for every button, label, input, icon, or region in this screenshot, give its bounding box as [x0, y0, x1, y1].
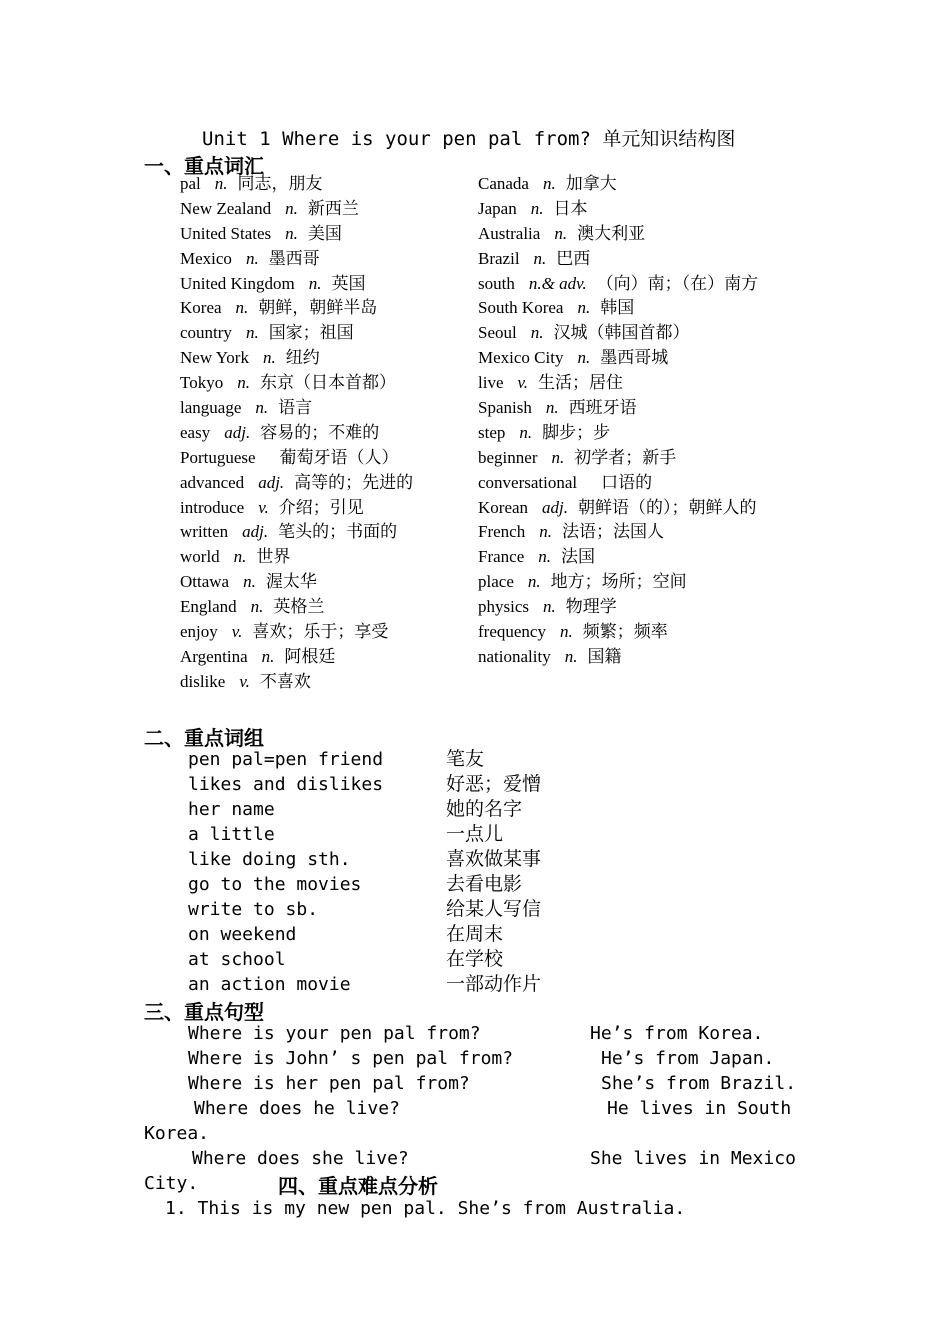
vocab-part-of-speech: n. — [519, 422, 533, 442]
vocab-word: easy — [180, 422, 211, 442]
phrase-entry — [188, 872, 608, 897]
phrase-chinese: 好恶；爱憎 — [446, 773, 542, 795]
vocab-meaning: 葡萄牙语（人） — [279, 447, 399, 468]
sentence-answer-continued: Korea. — [144, 1123, 210, 1144]
vocab-word: enjoy — [180, 622, 218, 642]
phrase-english: a little — [188, 824, 275, 845]
vocab-entry — [180, 421, 413, 446]
sentence-answer: She lives in Mexico — [590, 1148, 796, 1169]
phrase-entry — [188, 897, 608, 922]
vocab-part-of-speech: n. — [527, 572, 541, 592]
vocab-word: New Zealand — [180, 198, 272, 218]
vocab-meaning: 笔头的；书面的 — [278, 522, 398, 543]
vocab-word: live — [478, 373, 504, 393]
vocab-meaning: 频繁；频率 — [582, 622, 668, 643]
sentence-answer-continued: City. — [144, 1173, 199, 1194]
sentence-question: Where is her pen pal from? — [188, 1073, 470, 1094]
vocab-entry — [180, 570, 413, 595]
section-heading-phrases: 二、重点词组 — [144, 726, 264, 750]
vocab-word: Mexico City — [478, 348, 564, 368]
page-title: Unit 1 Where is your pen pal from? 单元知识结构图 — [202, 128, 736, 150]
vocab-meaning: 墨西哥城 — [600, 348, 669, 369]
vocab-meaning: 生活；居住 — [538, 373, 624, 394]
phrase-entry — [188, 772, 608, 797]
vocab-word: advanced — [180, 472, 245, 492]
vocab-entry — [180, 471, 413, 496]
vocab-word: Brazil — [478, 248, 520, 268]
vocab-meaning: 朝鲜语（的）；朝鲜人的 — [578, 497, 757, 518]
vocab-part-of-speech: n. — [237, 373, 250, 393]
vocab-part-of-speech: n. — [538, 547, 552, 567]
vocab-word: South Korea — [478, 298, 564, 318]
sentence-answer: He’s from Korea. — [590, 1023, 764, 1044]
phrase-chinese: 一点儿 — [446, 823, 504, 845]
vocab-part-of-speech: n. — [554, 223, 568, 243]
vocab-part-of-speech: n. — [542, 174, 556, 193]
vocab-word: introduce — [180, 497, 245, 517]
vocab-word: nationality — [478, 646, 551, 666]
vocab-column-left — [180, 172, 413, 695]
vocab-meaning: 渥太华 — [265, 572, 317, 593]
phrase-english: her name — [188, 799, 275, 820]
vocab-entry — [180, 197, 413, 222]
vocab-part-of-speech: n. — [564, 646, 578, 666]
vocab-entry — [478, 595, 758, 620]
vocab-word: French — [478, 522, 526, 542]
vocab-entry — [180, 222, 413, 247]
phrase-list — [188, 747, 608, 997]
vocab-meaning: 英国 — [331, 273, 366, 294]
vocab-part-of-speech: n. — [250, 597, 264, 617]
vocab-entry — [180, 595, 413, 620]
vocab-word: place — [478, 572, 514, 592]
phrase-entry — [188, 797, 608, 822]
phrase-chinese: 在周末 — [446, 923, 504, 945]
vocab-entry — [180, 172, 413, 197]
vocab-word: language — [180, 398, 242, 418]
section-heading-analysis: 四、重点难点分析 — [278, 1174, 438, 1198]
vocab-entry — [478, 645, 758, 670]
sentence-answer: She’s from Brazil. — [601, 1073, 797, 1094]
vocab-part-of-speech: n. — [262, 348, 276, 368]
phrase-english: like doing sth. — [188, 849, 351, 870]
vocab-entry — [478, 222, 758, 247]
vocab-part-of-speech: n. — [530, 198, 544, 218]
phrase-chinese: 在学校 — [446, 948, 504, 970]
vocab-part-of-speech: n. — [577, 348, 591, 368]
vocab-entry — [180, 247, 413, 272]
sentence-question: Where is John’ s pen pal from? — [188, 1048, 514, 1069]
vocab-meaning: 国家；祖国 — [268, 323, 354, 344]
vocab-entry — [478, 620, 758, 645]
sentence-answer: He lives in South — [607, 1098, 792, 1119]
vocab-meaning: 阿根廷 — [284, 646, 336, 667]
vocab-entry — [478, 247, 758, 272]
vocab-entry — [478, 346, 758, 371]
vocab-part-of-speech: n. — [530, 323, 544, 343]
vocab-word: New York — [180, 348, 249, 368]
vocab-entry — [180, 496, 413, 521]
vocab-word: step — [478, 422, 506, 442]
vocab-meaning: 同志，朋友 — [237, 174, 323, 194]
vocab-word: south — [478, 273, 515, 293]
vocab-word: Mexico — [180, 248, 232, 268]
vocab-meaning: 日本 — [553, 198, 588, 219]
vocab-part-of-speech: n. — [214, 174, 228, 193]
vocab-part-of-speech: n. — [551, 447, 565, 467]
sentence-question: Where is your pen pal from? — [188, 1023, 481, 1044]
vocab-word: Spanish — [478, 398, 532, 418]
vocab-entry — [478, 197, 758, 222]
vocab-meaning: 墨西哥 — [268, 248, 320, 269]
vocab-part-of-speech: n. — [235, 298, 249, 318]
section-heading-vocab: 一、重点词汇 — [144, 154, 264, 178]
vocab-word: Australia — [478, 223, 541, 243]
vocab-entry — [180, 272, 413, 297]
vocab-part-of-speech: n. — [559, 622, 573, 642]
vocab-word: United Kingdom — [180, 273, 295, 293]
vocab-part-of-speech: n. — [577, 298, 591, 318]
vocab-part-of-speech: adj. — [224, 422, 251, 442]
vocab-word: Korean — [478, 497, 529, 517]
vocab-meaning: 新西兰 — [307, 198, 359, 219]
phrase-chinese: 一部动作片 — [446, 973, 542, 995]
vocab-meaning: 口语的 — [601, 472, 653, 493]
vocab-entry — [478, 570, 758, 595]
vocab-word: beginner — [478, 447, 538, 467]
vocab-word: frequency — [478, 622, 546, 642]
vocab-meaning: 美国 — [307, 223, 342, 244]
vocab-entry — [180, 545, 413, 570]
phrase-entry — [188, 972, 608, 997]
vocab-word: Portuguese — [180, 447, 256, 467]
vocab-word: pal — [180, 174, 201, 193]
vocab-entry — [478, 496, 758, 521]
vocab-meaning: 巴西 — [556, 248, 591, 269]
vocab-part-of-speech: n. — [539, 522, 552, 542]
vocab-entry — [478, 272, 758, 297]
vocab-part-of-speech: adj. — [258, 472, 285, 492]
vocab-meaning: 介绍；引见 — [278, 497, 364, 518]
phrase-chinese: 笔友 — [446, 748, 485, 770]
vocab-word: physics — [478, 597, 529, 617]
vocab-meaning: 加拿大 — [565, 174, 617, 194]
phrase-entry — [188, 922, 608, 947]
phrase-chinese: 给某人写信 — [446, 898, 542, 920]
vocab-meaning: 语言 — [278, 398, 313, 419]
vocab-entry — [180, 620, 413, 645]
vocab-meaning: 国籍 — [587, 646, 622, 667]
vocab-entry — [478, 520, 758, 545]
vocab-part-of-speech: v. — [231, 622, 243, 642]
phrase-chinese: 她的名字 — [446, 798, 523, 820]
sentence-question: Where does she live? — [192, 1148, 409, 1169]
phrase-entry — [188, 947, 608, 972]
vocab-part-of-speech: adj. — [542, 497, 569, 517]
vocab-entry — [478, 296, 758, 321]
section-heading-sentences: 三、重点句型 — [144, 1000, 264, 1024]
vocab-part-of-speech: v. — [517, 373, 529, 393]
phrase-english: at school — [188, 949, 286, 970]
vocab-meaning: 脚步；步 — [542, 422, 611, 443]
vocab-part-of-speech: n. — [285, 198, 298, 218]
vocab-meaning: （向）南；（在）南方 — [596, 273, 759, 294]
vocab-part-of-speech: n. — [543, 597, 556, 617]
sentence-question: Where does he live? — [194, 1098, 400, 1119]
vocab-word: France — [478, 547, 525, 567]
vocab-entry — [478, 321, 758, 346]
phrase-entry — [188, 847, 608, 872]
vocab-meaning: 汉城（韩国首都） — [553, 323, 690, 344]
vocab-word: Ottawa — [180, 572, 230, 592]
vocab-meaning: 韩国 — [600, 298, 635, 319]
phrase-english: write to sb. — [188, 899, 319, 920]
vocab-meaning: 法语；法国人 — [561, 522, 664, 543]
phrase-english: on weekend — [188, 924, 297, 945]
vocab-word: Tokyo — [180, 373, 224, 393]
sentence-answer: He’s from Japan. — [601, 1048, 775, 1069]
vocab-part-of-speech: n. — [233, 547, 247, 567]
phrase-english: go to the movies — [188, 874, 362, 895]
vocab-entry — [478, 446, 758, 471]
vocab-meaning: 东京（日本首都） — [259, 373, 396, 394]
vocab-word: Argentina — [180, 646, 248, 666]
phrase-chinese: 去看电影 — [446, 873, 523, 895]
vocab-meaning: 容易的；不难的 — [260, 422, 380, 443]
vocab-part-of-speech: v. — [239, 671, 250, 691]
vocab-meaning: 物理学 — [565, 597, 617, 618]
vocab-part-of-speech: n. — [245, 248, 259, 268]
analysis-item: 1. This is my new pen pal. She’s from Australia. — [165, 1198, 686, 1219]
vocab-entry — [180, 520, 413, 545]
vocab-entry — [180, 296, 413, 321]
vocab-word: United States — [180, 223, 272, 243]
phrase-entry — [188, 747, 608, 772]
vocab-meaning: 澳大利亚 — [577, 223, 646, 244]
vocab-entry — [180, 321, 413, 346]
vocab-entry — [478, 396, 758, 421]
vocab-part-of-speech: n. — [245, 323, 259, 343]
vocab-entry — [478, 471, 758, 496]
vocab-entry — [180, 396, 413, 421]
vocab-meaning: 高等的；先进的 — [294, 472, 414, 493]
phrase-english: likes and dislikes — [188, 774, 384, 795]
vocab-meaning: 纽约 — [285, 348, 320, 369]
vocab-part-of-speech: adj. — [242, 522, 269, 542]
vocab-word: Seoul — [478, 323, 517, 343]
vocab-meaning: 初学者；新手 — [574, 447, 677, 468]
vocab-meaning: 法国 — [561, 547, 596, 568]
vocab-part-of-speech: n. — [308, 273, 322, 293]
vocab-meaning: 世界 — [256, 547, 291, 568]
vocab-column-right — [478, 172, 758, 670]
vocab-meaning: 英格兰 — [273, 597, 325, 618]
vocab-part-of-speech: n. — [243, 572, 256, 592]
phrase-english: an action movie — [188, 974, 351, 995]
vocab-word: conversational — [478, 472, 578, 492]
vocab-entry — [180, 371, 413, 396]
vocab-meaning: 地方；场所；空间 — [550, 572, 687, 593]
vocab-entry — [478, 371, 758, 396]
vocab-entry — [478, 421, 758, 446]
vocab-entry — [478, 172, 758, 197]
vocab-word: Canada — [478, 174, 529, 193]
vocab-word: England — [180, 597, 237, 617]
vocab-entry — [180, 346, 413, 371]
vocab-word: dislike — [180, 671, 226, 691]
vocab-word: Japan — [478, 198, 517, 218]
vocab-entry — [180, 670, 413, 695]
phrase-english: pen pal=pen friend — [188, 749, 384, 770]
vocab-meaning: 西班牙语 — [568, 398, 637, 419]
vocab-part-of-speech: n. — [533, 248, 547, 268]
vocab-word: country — [180, 323, 232, 343]
phrase-chinese: 喜欢做某事 — [446, 848, 542, 870]
vocab-word: world — [180, 547, 220, 567]
vocab-part-of-speech: n. — [261, 646, 275, 666]
vocab-entry — [180, 446, 413, 471]
vocab-part-of-speech: n. — [545, 398, 559, 418]
vocab-entry — [180, 645, 413, 670]
vocab-word: written — [180, 522, 229, 542]
vocab-part-of-speech: n. — [285, 223, 298, 243]
vocab-meaning: 朝鲜，朝鲜半岛 — [258, 298, 378, 319]
vocab-meaning: 不喜欢 — [259, 671, 311, 692]
vocab-part-of-speech: v. — [258, 497, 269, 517]
vocab-word: Korea — [180, 298, 222, 318]
vocab-part-of-speech: n.& adv. — [528, 273, 587, 293]
vocab-entry — [478, 545, 758, 570]
phrase-entry — [188, 822, 608, 847]
vocab-meaning: 喜欢；乐于；享受 — [252, 622, 389, 643]
vocab-part-of-speech: n. — [255, 398, 269, 418]
